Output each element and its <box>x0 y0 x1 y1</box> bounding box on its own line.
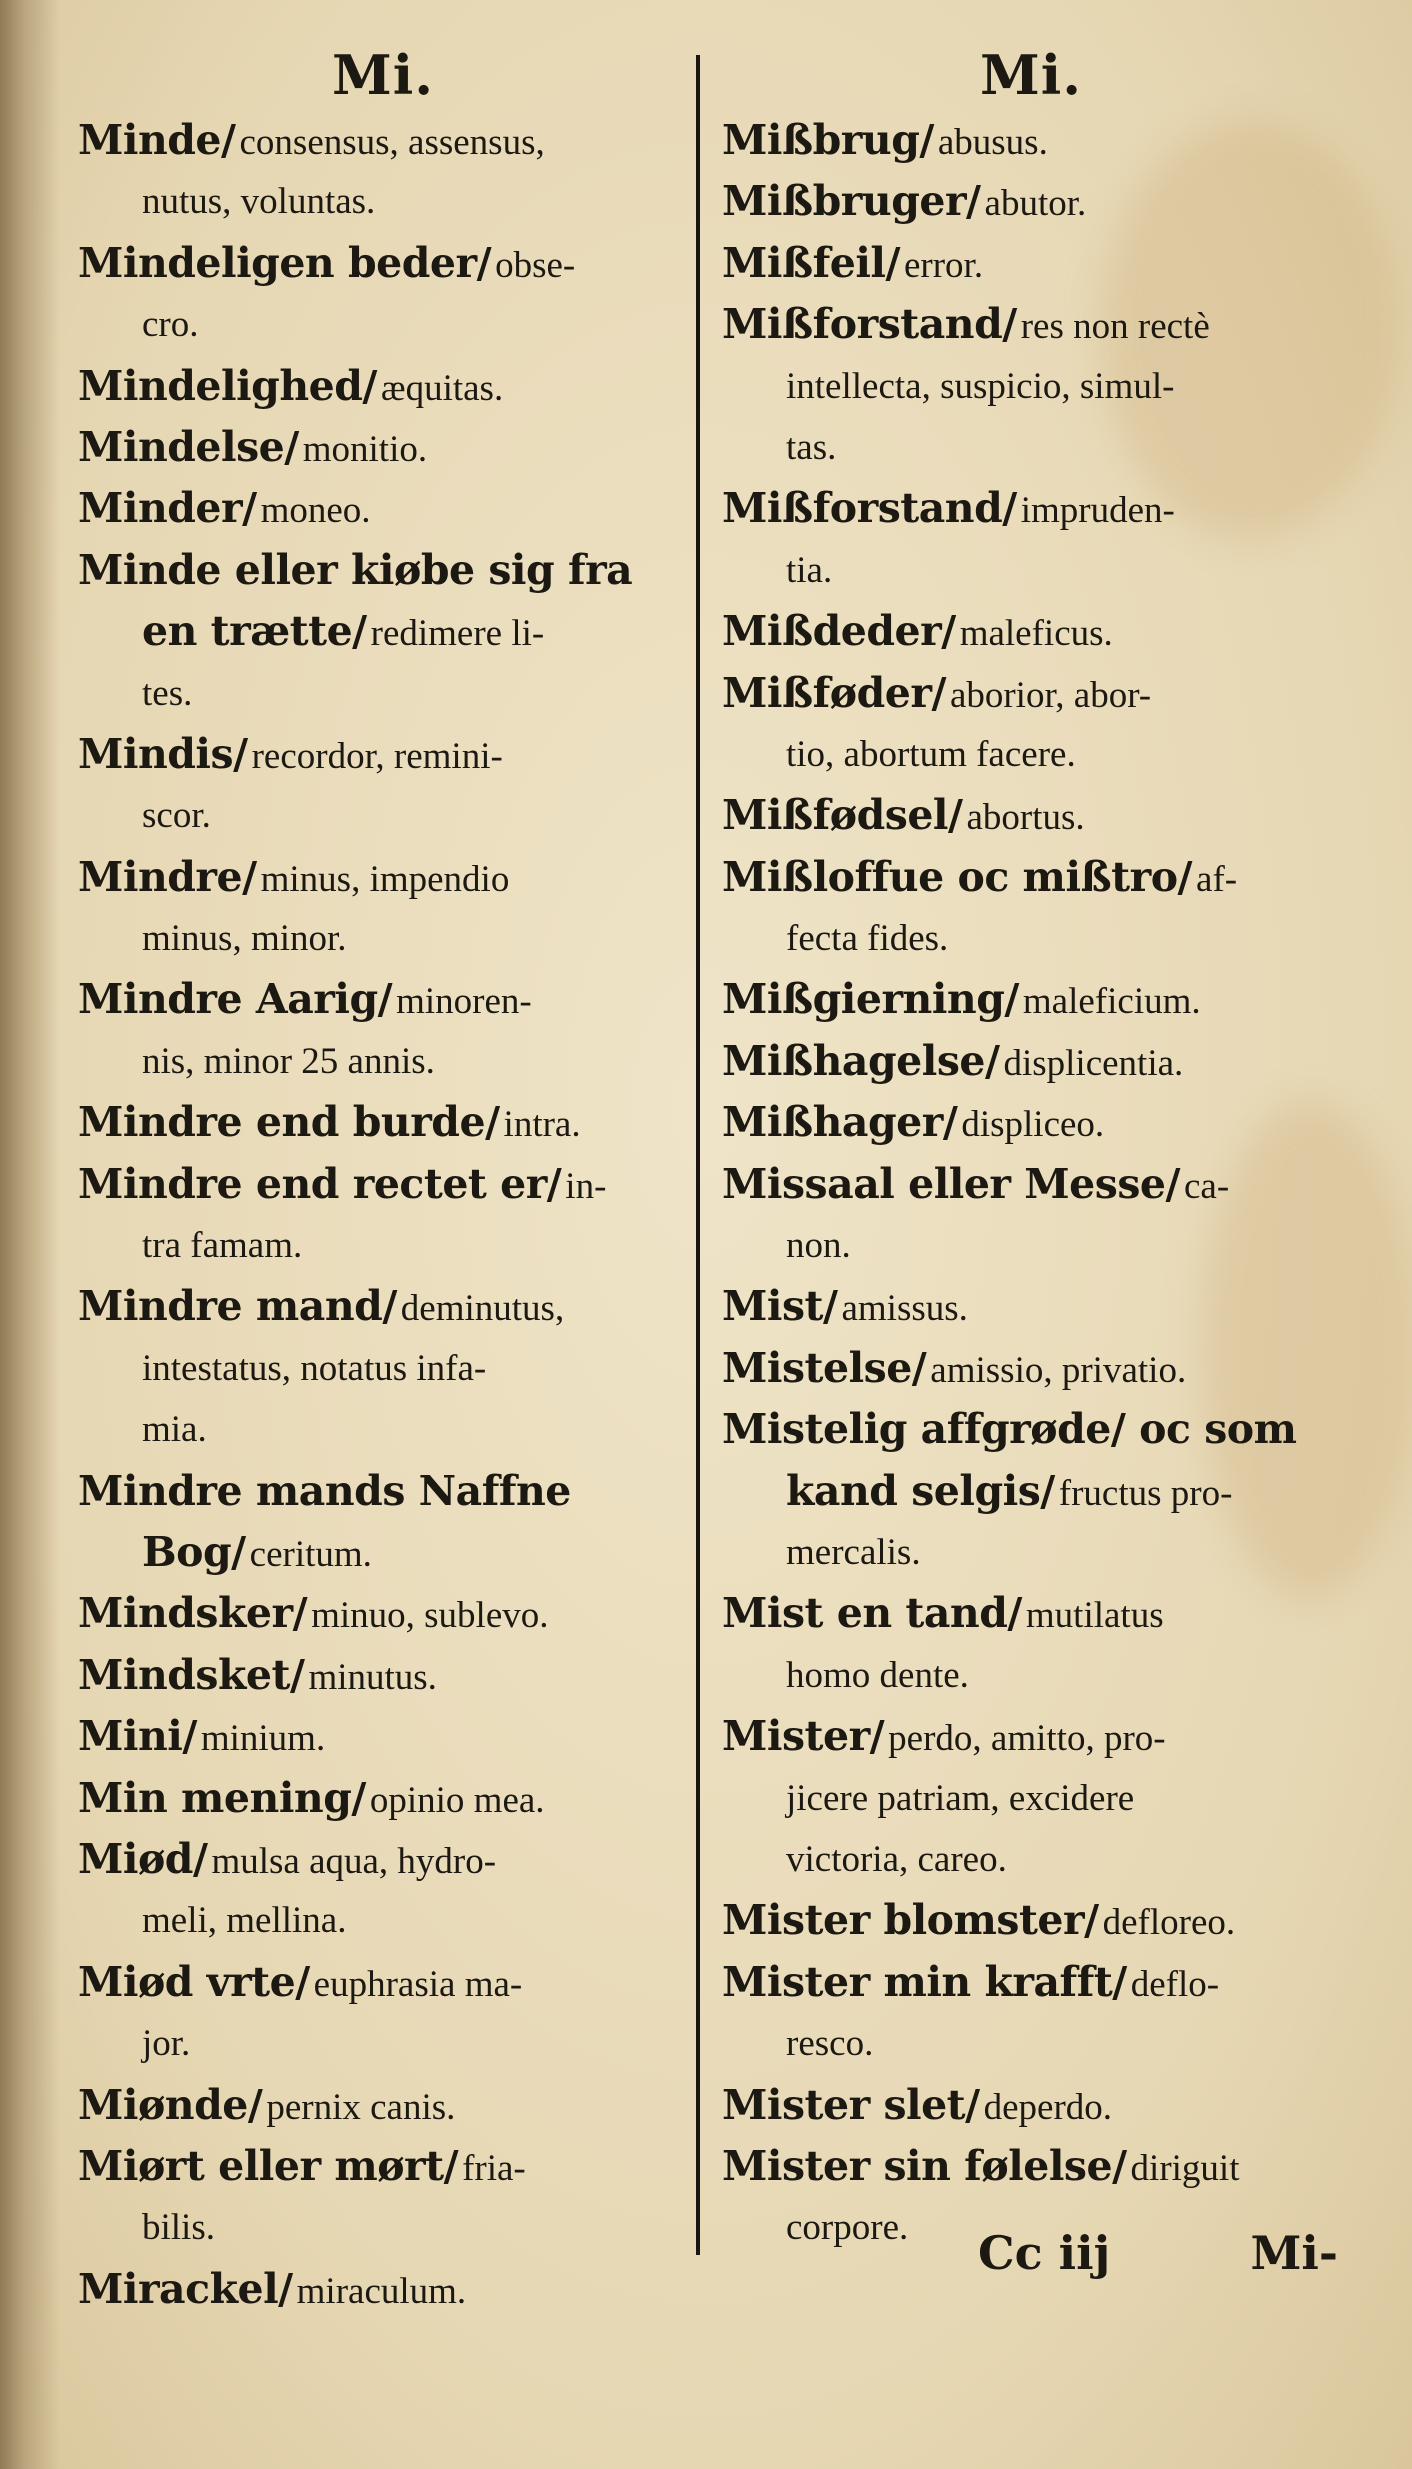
entry-line <box>78 233 688 294</box>
entry-line <box>78 1031 688 1092</box>
entry-list-left <box>78 110 688 2320</box>
latin-gloss: deflo- <box>1130 1963 1220 2005</box>
latin-gloss: res non rectè <box>1020 306 1210 348</box>
latin-gloss: displicentia. <box>1003 1042 1184 1084</box>
dictionary-entry <box>722 969 1340 1030</box>
entry-line <box>722 171 1340 232</box>
latin-gloss: tio, abortum facere. <box>786 733 1076 775</box>
entry-line <box>722 478 1340 539</box>
latin-gloss: error. <box>903 244 984 286</box>
latin-gloss: tia. <box>786 549 833 591</box>
headword: Miød/ <box>78 1834 208 1883</box>
latin-gloss: bilis. <box>142 2207 215 2249</box>
latin-gloss: mutilatus <box>1025 1595 1164 1637</box>
latin-gloss: recordor, remini- <box>251 735 503 777</box>
dictionary-entry <box>78 356 688 417</box>
latin-gloss: intestatus, notatus infa- <box>142 1347 487 1389</box>
dictionary-entry <box>722 1890 1340 1951</box>
latin-gloss: fecta fides. <box>786 918 949 960</box>
dictionary-entry <box>722 601 1340 662</box>
entry-line <box>722 1706 1340 1767</box>
headword: Mistelig affgrøde/ oc som <box>722 1405 1297 1454</box>
headword-continuation: kand selgis/ <box>786 1466 1055 1515</box>
entry-line <box>78 1645 688 1706</box>
latin-gloss: opinio mea. <box>369 1779 545 1821</box>
page-footer <box>978 2218 1338 2288</box>
dictionary-entry <box>78 1092 688 1153</box>
headword: Minde eller kiøbe sig fra <box>78 545 633 594</box>
dictionary-entry <box>722 1338 1340 1399</box>
headword: Missaal eller Messe/ <box>722 1159 1180 1208</box>
headword: Minder/ <box>78 484 257 533</box>
latin-gloss: fria- <box>462 2147 526 2189</box>
latin-gloss: minuo, sublevo. <box>311 1595 549 1637</box>
entry-line <box>722 969 1340 1030</box>
dictionary-entry <box>78 110 688 233</box>
latin-gloss: homo dente. <box>786 1654 969 1696</box>
entry-line <box>722 2013 1340 2074</box>
entry-line <box>722 233 1340 294</box>
dictionary-entry <box>78 1645 688 1706</box>
dictionary-entry <box>78 1768 688 1829</box>
dictionary-entry <box>78 478 688 539</box>
latin-gloss: diriguit <box>1130 2147 1240 2189</box>
entry-line <box>78 1092 688 1153</box>
headword: Mißforstand/ <box>722 484 1017 533</box>
dictionary-entry <box>78 1154 688 1277</box>
left-column <box>78 40 688 2320</box>
dictionary-entry <box>722 1583 1340 1706</box>
headword: Mindeligen beder/ <box>78 238 492 287</box>
headword: Mißgierning/ <box>722 975 1019 1024</box>
entry-line <box>78 294 688 355</box>
dictionary-entry <box>78 540 688 724</box>
headword-continuation: Bog/ <box>142 1527 246 1576</box>
latin-gloss: ca- <box>1184 1165 1230 1207</box>
entry-line <box>722 540 1340 601</box>
entry-line <box>78 601 688 662</box>
entry-line <box>78 1706 688 1767</box>
headword: Mißfeil/ <box>722 238 900 287</box>
latin-gloss: perdo, amitto, pro- <box>888 1718 1166 1760</box>
headword: Mindis/ <box>78 729 248 778</box>
dictionary-entry <box>78 724 688 847</box>
headword: Mindelighed/ <box>78 361 377 410</box>
headword: Mindsker/ <box>78 1589 308 1638</box>
entry-line <box>78 1583 688 1644</box>
latin-gloss: corpore. <box>786 2207 909 2249</box>
entry-line <box>78 1215 688 1276</box>
latin-gloss: in- <box>565 1165 607 1207</box>
latin-gloss: intra. <box>503 1104 581 1146</box>
dictionary-entry <box>78 1706 688 1767</box>
latin-gloss: ceritum. <box>249 1533 372 1575</box>
latin-gloss: intellecta, suspicio, simul- <box>786 365 1175 407</box>
latin-gloss: abusus. <box>937 122 1048 163</box>
entry-line <box>78 417 688 478</box>
headword: Mini/ <box>78 1712 197 1761</box>
dictionary-entry <box>722 171 1340 232</box>
latin-gloss: non. <box>786 1225 851 1267</box>
entry-line <box>78 1768 688 1829</box>
dictionary-entry <box>722 847 1340 970</box>
latin-gloss: obse- <box>495 244 576 286</box>
latin-gloss: deperdo. <box>983 2086 1113 2128</box>
entry-line <box>78 785 688 846</box>
latin-gloss: abutor. <box>984 183 1087 225</box>
latin-gloss: mulsa aqua, hydro- <box>211 1840 497 1882</box>
entry-line <box>78 2259 688 2320</box>
headword: Mindre end burde/ <box>78 1098 500 1147</box>
entry-line <box>722 1154 1340 1215</box>
headword: Mistelse/ <box>722 1343 927 1392</box>
entry-line <box>722 1276 1340 1337</box>
dictionary-entry <box>78 847 688 970</box>
latin-gloss: euphrasia ma- <box>313 1963 523 2005</box>
entry-line <box>722 2136 1340 2197</box>
dictionary-entry <box>78 1829 688 1952</box>
latin-gloss: deminutus, <box>400 1288 565 1330</box>
headword: Mister slet/ <box>722 2080 980 2129</box>
entry-line <box>722 1583 1340 1644</box>
latin-gloss: minus, impendio <box>260 858 510 900</box>
dictionary-entry <box>722 1031 1340 1092</box>
entry-line <box>722 908 1340 969</box>
dictionary-entry <box>722 233 1340 294</box>
entry-line <box>78 1522 688 1583</box>
dictionary-entry <box>78 969 688 1092</box>
latin-gloss: miraculum. <box>296 2270 467 2312</box>
entry-line <box>722 356 1340 417</box>
entry-line <box>722 1952 1340 2013</box>
headword: Mißbrug/ <box>722 116 934 164</box>
headword: Mißdeder/ <box>722 607 956 656</box>
catchword: Mi- <box>1250 2226 1338 2280</box>
running-head-left: Mi. <box>331 43 435 107</box>
entry-line <box>722 1338 1340 1399</box>
headword: Mist en tand/ <box>722 1589 1022 1638</box>
entry-line <box>78 110 688 171</box>
latin-gloss: amissio, privatio. <box>930 1349 1187 1391</box>
dictionary-entry <box>722 1092 1340 1153</box>
dictionary-entry <box>78 1952 688 2075</box>
latin-gloss: af- <box>1196 858 1238 900</box>
entry-line <box>78 1276 688 1337</box>
latin-gloss: nutus, voluntas. <box>142 181 376 223</box>
entry-line <box>78 1461 688 1522</box>
entry-line <box>722 663 1340 724</box>
entry-line <box>722 1768 1340 1829</box>
headword: Min mening/ <box>78 1773 366 1822</box>
spine-shadow <box>0 0 60 2469</box>
entry-line <box>78 540 688 601</box>
latin-gloss: amissus. <box>841 1288 968 1330</box>
entry-line <box>78 724 688 785</box>
latin-gloss: tra famam. <box>142 1225 303 1267</box>
dictionary-entry <box>78 1276 688 1460</box>
entry-line <box>722 1031 1340 1092</box>
latin-gloss: moneo. <box>260 490 371 532</box>
entry-line <box>78 1154 688 1215</box>
headword: Mindre mand/ <box>78 1282 397 1331</box>
dictionary-entry <box>722 110 1340 171</box>
entry-line <box>78 1399 688 1460</box>
headword: Mister blomster/ <box>722 1896 1099 1945</box>
dictionary-entry <box>722 1706 1340 1890</box>
entry-line <box>722 1522 1340 1583</box>
headword: Mißforstand/ <box>722 300 1017 349</box>
headword: Mißhager/ <box>722 1098 958 1147</box>
entry-line <box>722 110 1340 171</box>
latin-gloss: mia. <box>142 1409 207 1451</box>
dictionary-entry <box>78 2136 688 2259</box>
latin-gloss: tas. <box>786 426 837 468</box>
entry-line <box>78 2136 688 2197</box>
dictionary-entry <box>78 2259 688 2320</box>
headword: Mist/ <box>722 1282 838 1331</box>
dictionary-entry <box>78 1461 688 1584</box>
latin-gloss: displiceo. <box>961 1104 1105 1146</box>
entry-line <box>78 2197 688 2258</box>
headword: Mister/ <box>722 1712 885 1761</box>
headword: Mindre mands Naffne <box>78 1466 571 1515</box>
latin-gloss: redimere li- <box>370 613 545 655</box>
headword: Mißbruger/ <box>722 177 981 226</box>
latin-gloss: minium. <box>200 1718 326 1760</box>
entry-line <box>78 1829 688 1890</box>
latin-gloss: impruden- <box>1020 490 1175 532</box>
latin-gloss: minus, minor. <box>142 918 347 960</box>
entry-line <box>78 1890 688 1951</box>
headword: Mißfødsel/ <box>722 791 963 840</box>
headword: Mindre end rectet er/ <box>78 1159 562 1208</box>
latin-gloss: aborior, abor- <box>949 674 1152 716</box>
column-rule <box>696 55 700 2255</box>
headword: Miønde/ <box>78 2080 263 2129</box>
latin-gloss: victoria, careo. <box>786 1838 1007 1880</box>
dictionary-entry <box>722 1399 1340 1583</box>
entry-line <box>78 663 688 724</box>
dictionary-entry <box>722 663 1340 786</box>
right-column <box>722 40 1340 2259</box>
entry-line <box>722 2075 1340 2136</box>
latin-gloss: mercalis. <box>786 1531 921 1573</box>
dictionary-entry <box>722 478 1340 601</box>
latin-gloss: maleficus. <box>959 613 1113 655</box>
latin-gloss: jor. <box>142 2023 191 2065</box>
headword: Miørt eller mørt/ <box>78 2141 459 2190</box>
dictionary-entry <box>78 233 688 356</box>
dictionary-entry <box>78 2075 688 2136</box>
latin-gloss: nis, minor 25 annis. <box>142 1040 435 1082</box>
entry-line <box>78 2013 688 2074</box>
entry-line <box>722 1461 1340 1522</box>
dictionary-entry <box>722 785 1340 846</box>
entry-line <box>722 785 1340 846</box>
entry-line <box>722 1829 1340 1890</box>
entry-line <box>78 847 688 908</box>
latin-gloss: jicere patriam, excidere <box>786 1777 1135 1819</box>
entry-line <box>78 1338 688 1399</box>
entry-line <box>78 356 688 417</box>
entry-line <box>722 1645 1340 1706</box>
headword: Mister sin følelse/ <box>722 2141 1127 2190</box>
headword: Mißhagelse/ <box>722 1036 1000 1085</box>
headword: Minde/ <box>78 116 236 164</box>
headword: Mindre/ <box>78 852 257 901</box>
latin-gloss: minutus. <box>308 1656 437 1698</box>
headword: Mißloffue oc mißtro/ <box>722 852 1193 901</box>
entry-line <box>78 969 688 1030</box>
latin-gloss: minoren- <box>396 981 532 1023</box>
headword: Mister min krafft/ <box>722 1957 1127 2006</box>
entry-line <box>722 1890 1340 1951</box>
latin-gloss: tes. <box>142 672 193 714</box>
latin-gloss: consensus, assensus, <box>239 122 545 163</box>
latin-gloss: scor. <box>142 795 211 837</box>
latin-gloss: defloreo. <box>1102 1902 1236 1944</box>
headword: Mindre Aarig/ <box>78 975 393 1024</box>
latin-gloss: meli, mellina. <box>142 1900 347 1942</box>
headword: Mindelse/ <box>78 422 299 471</box>
entry-line <box>722 601 1340 662</box>
entry-line <box>78 171 688 232</box>
entry-line <box>722 1092 1340 1153</box>
dictionary-entry <box>722 1952 1340 2075</box>
dictionary-entry <box>722 294 1340 478</box>
latin-gloss: monitio. <box>302 428 428 470</box>
latin-gloss: fructus pro- <box>1058 1472 1233 1514</box>
dictionary-entry <box>722 1154 1340 1277</box>
entry-list-right <box>722 110 1340 2259</box>
entry-line <box>722 294 1340 355</box>
headword: Miød vrte/ <box>78 1957 310 2006</box>
entry-line <box>722 847 1340 908</box>
entry-line <box>78 1952 688 2013</box>
latin-gloss: abortus. <box>966 797 1085 839</box>
entry-line <box>78 908 688 969</box>
entry-line <box>78 2075 688 2136</box>
headword: Mirackel/ <box>78 2264 293 2313</box>
entry-line <box>78 478 688 539</box>
entry-line <box>722 417 1340 478</box>
latin-gloss: pernix canis. <box>266 2086 456 2128</box>
running-head-right: Mi. <box>979 43 1083 107</box>
dictionary-entry <box>78 417 688 478</box>
headword: Mißføder/ <box>722 668 946 717</box>
headword: Mindsket/ <box>78 1650 305 1699</box>
latin-gloss: æquitas. <box>380 367 504 409</box>
dictionary-entry <box>722 2075 1340 2136</box>
dictionary-entry <box>78 1583 688 1644</box>
dictionary-entry <box>722 1276 1340 1337</box>
latin-gloss: cro. <box>142 304 199 346</box>
latin-gloss: maleficium. <box>1022 981 1201 1023</box>
headword-continuation: en trætte/ <box>142 607 367 656</box>
entry-line <box>722 1215 1340 1276</box>
entry-line <box>722 1399 1340 1460</box>
entry-line <box>722 724 1340 785</box>
signature-mark: Cc iij <box>978 2226 1111 2280</box>
latin-gloss: resco. <box>786 2023 874 2065</box>
